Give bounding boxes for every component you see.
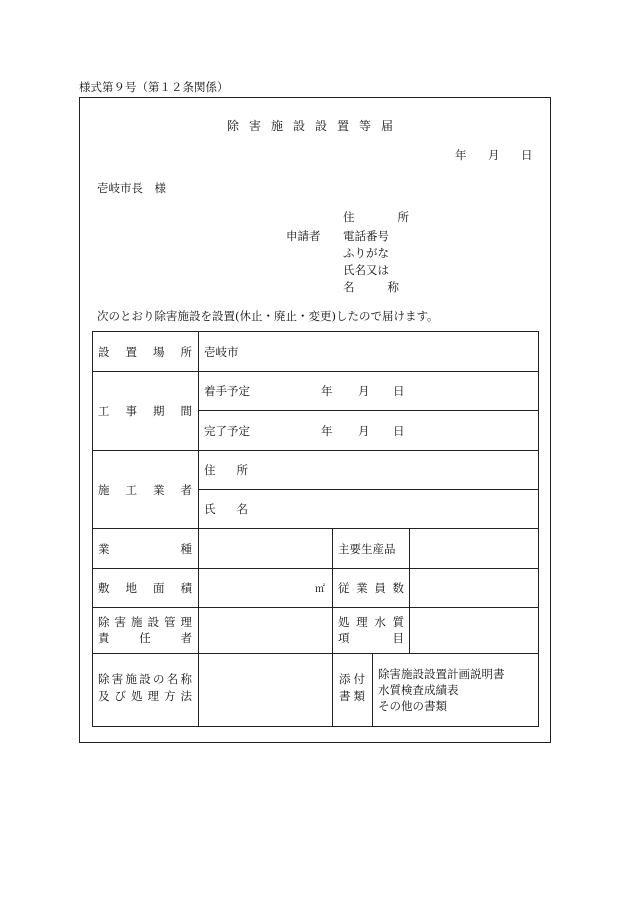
table-line — [409, 528, 410, 653]
date-day-label: 日 — [521, 148, 533, 162]
attachments-label: 添 付 — [339, 672, 365, 686]
table-line — [92, 568, 539, 569]
main-product-label: 主要生産品 — [338, 542, 396, 556]
form-number: 様式第９号（第１２条関係） — [79, 80, 229, 94]
end-date-label: 完了予定 — [204, 424, 250, 438]
table-line — [198, 410, 539, 411]
table-line — [92, 607, 539, 608]
employees-label: 従 業 員 数 — [338, 581, 404, 595]
table-line — [538, 331, 539, 726]
applicant-name-label: 氏名又は — [343, 263, 389, 277]
start-year-label: 年 — [321, 384, 333, 398]
date-month-label: 月 — [488, 148, 500, 162]
facility-name-label: 除 害 施 設 の 名 称 — [98, 672, 192, 686]
water-quality-label-2: 項 目 — [338, 631, 404, 645]
contractor-address-label: 住 所 — [204, 463, 248, 477]
construction-period-label: 工 事 期 間 — [98, 404, 192, 418]
details-table — [92, 331, 539, 727]
start-day-label: 日 — [393, 384, 405, 398]
attachments-label-2: 書 類 — [339, 689, 365, 703]
applicant-address-label: 住 所 — [343, 210, 409, 224]
notice-text: 次のとおり除害施設を設置(休止・廃止・変更)したので届けます。 — [97, 309, 439, 323]
contractor-label: 施 工 業 者 — [98, 483, 192, 497]
manager-label-2: 責 任 者 — [98, 631, 192, 645]
site-area-label: 敷 地 面 積 — [98, 581, 192, 595]
end-day-label: 日 — [393, 424, 405, 438]
table-line — [198, 489, 539, 490]
attachment-item: 水質検査成績表 — [378, 683, 459, 697]
applicant-furigana-label: ふりがな — [343, 246, 389, 260]
table-line — [92, 371, 539, 372]
table-line — [198, 331, 199, 726]
date-year-label: 年 — [455, 148, 467, 162]
applicant-label: 申請者 — [286, 229, 321, 243]
water-quality-label: 処 理 水 質 — [338, 615, 404, 629]
applicant-phone-label: 電話番号 — [343, 229, 389, 243]
applicant-name-label-2: 名 称 — [343, 280, 399, 294]
facility-method-label: 及 び 処 理 方 法 — [98, 689, 192, 703]
table-line — [332, 528, 333, 726]
table-line — [92, 331, 539, 332]
addressee: 壱岐市長 様 — [97, 181, 166, 195]
manager-label: 除 害 施 設 管 理 — [98, 615, 192, 629]
start-month-label: 月 — [358, 384, 370, 398]
table-line — [92, 653, 539, 654]
table-line — [92, 528, 539, 529]
area-unit: ㎡ — [315, 584, 325, 595]
end-year-label: 年 — [321, 424, 333, 438]
document-title: 除害施設設置等届 — [226, 119, 403, 133]
table-line — [372, 653, 373, 726]
table-line — [92, 450, 539, 451]
start-date-label: 着手予定 — [204, 384, 250, 398]
table-line — [92, 331, 93, 726]
end-month-label: 月 — [358, 424, 370, 438]
attachment-item: その他の書類 — [378, 699, 447, 713]
attachment-item: 除害施設設置計画説明書 — [378, 667, 505, 681]
location-label: 設 置 場 所 — [98, 345, 192, 359]
contractor-name-label: 氏 名 — [204, 502, 248, 516]
industry-label: 業 種 — [98, 542, 192, 556]
location-value: 壱岐市 — [204, 345, 239, 359]
table-line — [92, 726, 539, 727]
